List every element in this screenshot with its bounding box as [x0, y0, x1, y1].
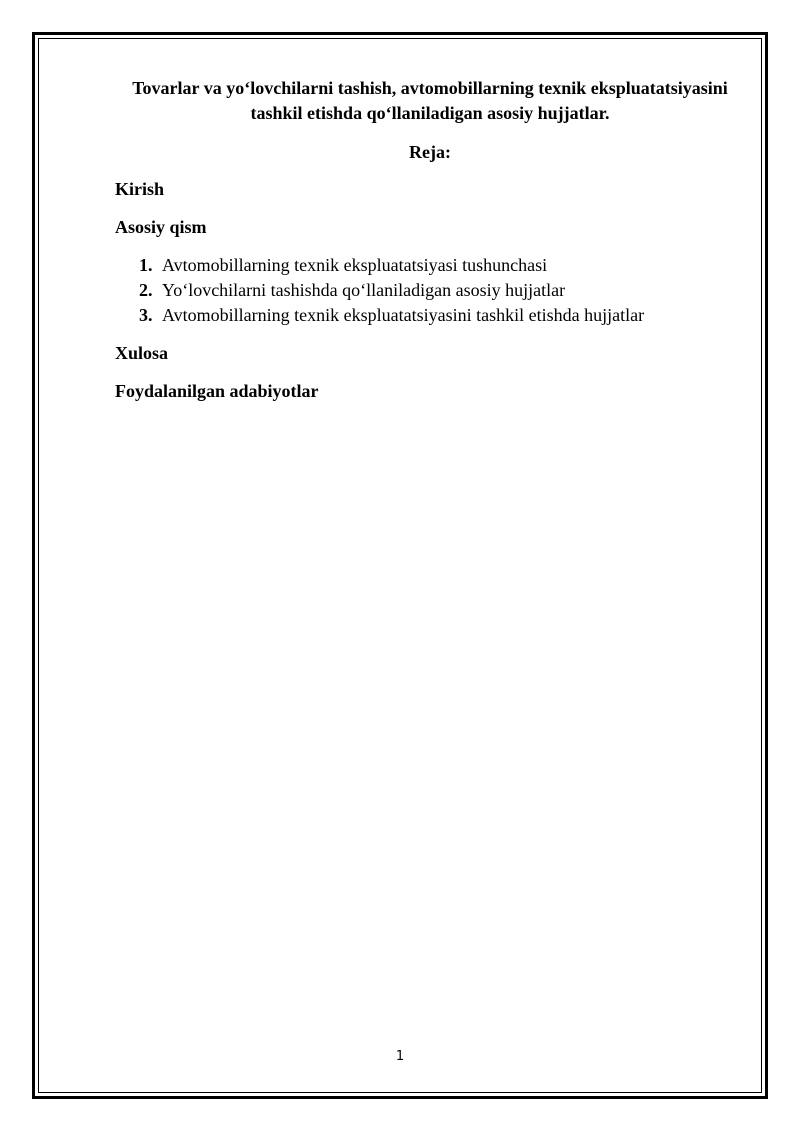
list-item — [139, 303, 745, 328]
list-item — [139, 253, 745, 278]
list-item-number: 2. — [139, 280, 153, 300]
list-item — [139, 278, 745, 303]
section-conclusion: Xulosa — [115, 343, 169, 363]
list-item-text: Avtomobillarning texnik ekspluatatsiyasini tashkil etishda hujjatlar — [162, 305, 645, 325]
document-body — [115, 76, 745, 404]
list-item-text: Avtomobillarning texnik ekspluatatsiyasi tushunchasi — [162, 255, 548, 275]
plan-heading: Reja: — [409, 142, 451, 162]
section-references: Foydalanilgan adabiyotlar — [115, 381, 319, 401]
section-introduction: Kirish — [115, 179, 165, 199]
plan-list — [115, 253, 745, 328]
list-item-number: 1. — [139, 255, 153, 275]
page-number: 1 — [395, 1049, 405, 1064]
section-main-part: Asosiy qism — [115, 217, 207, 237]
list-item-number: 3. — [139, 305, 153, 325]
document-title: Tovarlar va yo‘lovchilarni tashish, avtomobillarning texnik ekspluatatsiyasini tashkil etishda qo‘llaniladigan asosiy hujjatlar. — [132, 78, 728, 123]
list-item-text: Yo‘lovchilarni tashishda qo‘llaniladigan asosiy hujjatlar — [162, 280, 566, 300]
